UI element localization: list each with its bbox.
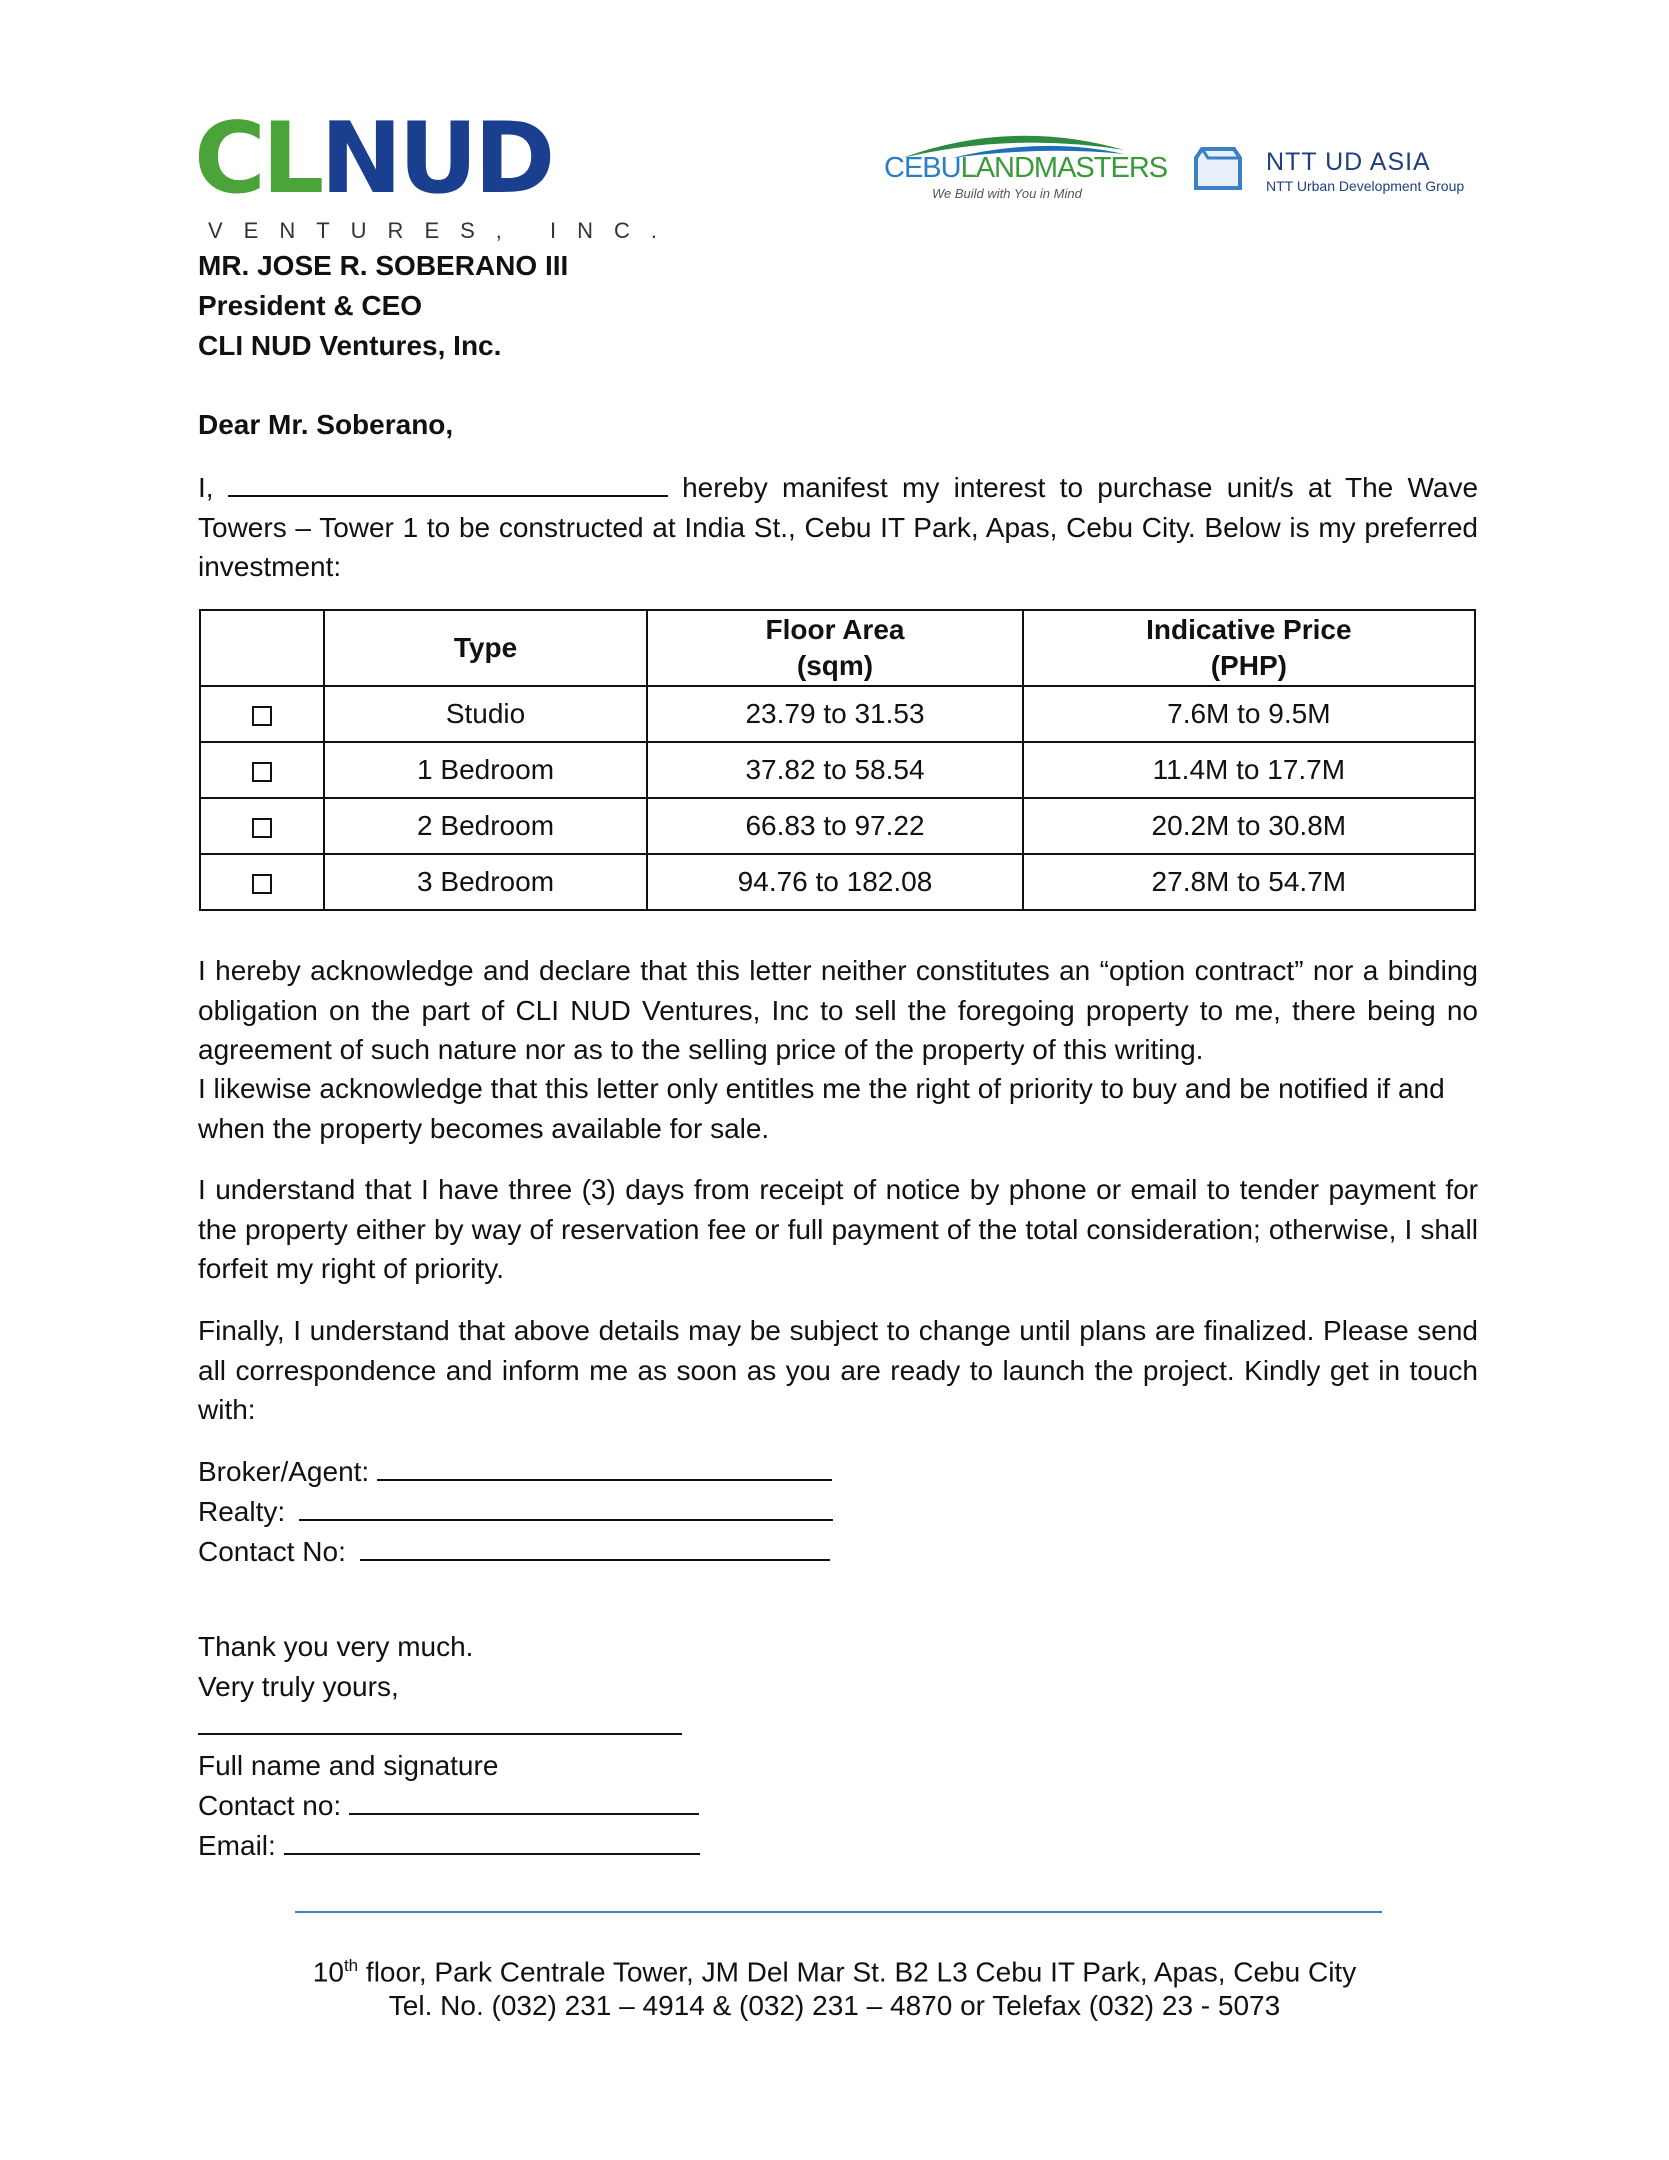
footer-floor-number: 10 bbox=[312, 1956, 344, 1988]
studio-checkbox[interactable] bbox=[252, 706, 272, 726]
floor-area-header-line2: (sqm) bbox=[796, 650, 874, 681]
investment-table bbox=[199, 609, 1476, 911]
signature-label: Full name and signature bbox=[198, 1750, 499, 1781]
ntt-logo-name: NTT UD ASIA bbox=[1266, 148, 1431, 176]
footer-divider bbox=[295, 1911, 1382, 1913]
email-row bbox=[198, 1826, 700, 1866]
footer-address-text: floor, Park Centrale Tower, JM Del Mar St. B2 L3 Cebu IT Park, Apas, Cebu City bbox=[358, 1956, 1357, 1988]
signature-line[interactable] bbox=[198, 1733, 682, 1735]
indicative-price: 20.2M to 30.8M bbox=[1023, 798, 1475, 854]
floor-area-header-line1: Floor Area bbox=[765, 614, 905, 645]
ntt-cube-icon bbox=[1190, 144, 1244, 194]
select-column-header bbox=[200, 610, 324, 686]
floor-area-column-header bbox=[647, 610, 1022, 686]
unit-type: 1 Bedroom bbox=[324, 742, 648, 798]
salutation: Dear Mr. Soberano, bbox=[198, 409, 454, 440]
finally-paragraph: Finally, I understand that above details may be subject to change until plans are finalized. Please send all correspondence and inform me as soon as you are ready to launch the project. Kindly get in touch with: bbox=[198, 1315, 1478, 1425]
table-row bbox=[200, 742, 1475, 798]
broker-agent-field[interactable] bbox=[377, 1453, 832, 1481]
clnud-logo bbox=[194, 102, 679, 244]
intro-text: hereby manifest my interest to purchase unit/s at The Wave Towers – Tower 1 to be constructed at India St., Cebu IT Park, Apas, Cebu City. Below is my preferred investment: bbox=[198, 472, 1479, 582]
acknowledgement-paragraph: I hereby acknowledge and declare that this letter neither constitutes an “option contract” nor a binding obligation on the part of CLI NUD Ventures, Inc to sell the foregoing property to me, there being no agreement of such nature nor as to the selling price of the property of this writing. bbox=[198, 955, 1478, 1065]
contact-no-field[interactable] bbox=[360, 1533, 830, 1561]
very-truly-yours: Very truly yours, bbox=[198, 1671, 399, 1702]
email-label: Email: bbox=[198, 1830, 276, 1861]
price-header-line1: Indicative Price bbox=[1146, 614, 1352, 645]
floor-area: 94.76 to 182.08 bbox=[647, 854, 1022, 910]
table-row bbox=[200, 798, 1475, 854]
unit-type: 2 Bedroom bbox=[324, 798, 648, 854]
ntt-logo-sub: NTT Urban Development Group bbox=[1266, 178, 1465, 194]
table-row bbox=[200, 686, 1475, 742]
price-column-header bbox=[1023, 610, 1475, 686]
3-bedroom-checkbox[interactable] bbox=[252, 874, 272, 894]
1-bedroom-checkbox[interactable] bbox=[252, 762, 272, 782]
payment-paragraph: I understand that I have three (3) days from receipt of notice by phone or email to tender payment for the property either by way of reservation fee or full payment of the total consideration; otherwise, I shall forfeit my right of priority. bbox=[198, 1174, 1478, 1284]
closing-contact-row bbox=[198, 1786, 699, 1826]
footer-floor-suffix: th bbox=[343, 1956, 359, 1975]
broker-agent-row bbox=[198, 1452, 832, 1492]
realty-label: Realty: bbox=[198, 1496, 286, 1527]
table-header-row bbox=[200, 610, 1475, 686]
intro-paragraph bbox=[198, 468, 1478, 587]
realty-row bbox=[198, 1492, 833, 1532]
realty-field[interactable] bbox=[299, 1493, 833, 1521]
closing-contact-label: Contact no: bbox=[198, 1790, 342, 1821]
addressee-title: President & CEO bbox=[198, 290, 423, 321]
addressee-name: MR. JOSE R. SOBERANO III bbox=[198, 250, 569, 281]
indicative-price: 27.8M to 54.7M bbox=[1023, 854, 1475, 910]
intro-prefix: I, bbox=[198, 472, 214, 503]
broker-agent-label: Broker/Agent: bbox=[198, 1456, 370, 1487]
buyer-name-field[interactable] bbox=[228, 469, 668, 497]
contact-no-label: Contact No: bbox=[198, 1536, 346, 1567]
clnud-logo-part1: CL bbox=[194, 102, 321, 216]
2-bedroom-checkbox[interactable] bbox=[252, 818, 272, 838]
cebu-logo-tagline: We Build with You in Mind bbox=[932, 186, 1082, 201]
priority-paragraph: I likewise acknowledge that this letter only entitles me the right of priority to buy and be notified if and when the property becomes available for sale. bbox=[198, 1073, 1445, 1144]
unit-type: 3 Bedroom bbox=[324, 854, 648, 910]
floor-area: 23.79 to 31.53 bbox=[647, 686, 1022, 742]
floor-area: 37.82 to 58.54 bbox=[647, 742, 1022, 798]
contact-no-row bbox=[198, 1532, 830, 1572]
addressee-company: CLI NUD Ventures, Inc. bbox=[198, 330, 502, 361]
email-field[interactable] bbox=[284, 1827, 700, 1855]
type-column-header: Type bbox=[324, 610, 648, 686]
thanks-text: Thank you very much. bbox=[198, 1631, 474, 1662]
indicative-price: 11.4M to 17.7M bbox=[1023, 742, 1475, 798]
closing-contact-field[interactable] bbox=[349, 1787, 699, 1815]
clnud-logo-tagline: VENTURES, INC. bbox=[208, 218, 679, 243]
indicative-price: 7.6M to 9.5M bbox=[1023, 686, 1475, 742]
table-row bbox=[200, 854, 1475, 910]
cebu-logo-part2: LANDMASTERS bbox=[960, 152, 1168, 184]
floor-area: 66.83 to 97.22 bbox=[647, 798, 1022, 854]
price-header-line2: (PHP) bbox=[1210, 650, 1287, 681]
footer-phone: Tel. No. (032) 231 – 4914 & (032) 231 – 4870 or Telefax (032) 23 - 5073 bbox=[388, 1990, 1281, 2021]
clnud-logo-part2: NUD bbox=[320, 102, 552, 216]
unit-type: Studio bbox=[324, 686, 648, 742]
cebu-logo-part1: CEBU bbox=[884, 152, 961, 184]
